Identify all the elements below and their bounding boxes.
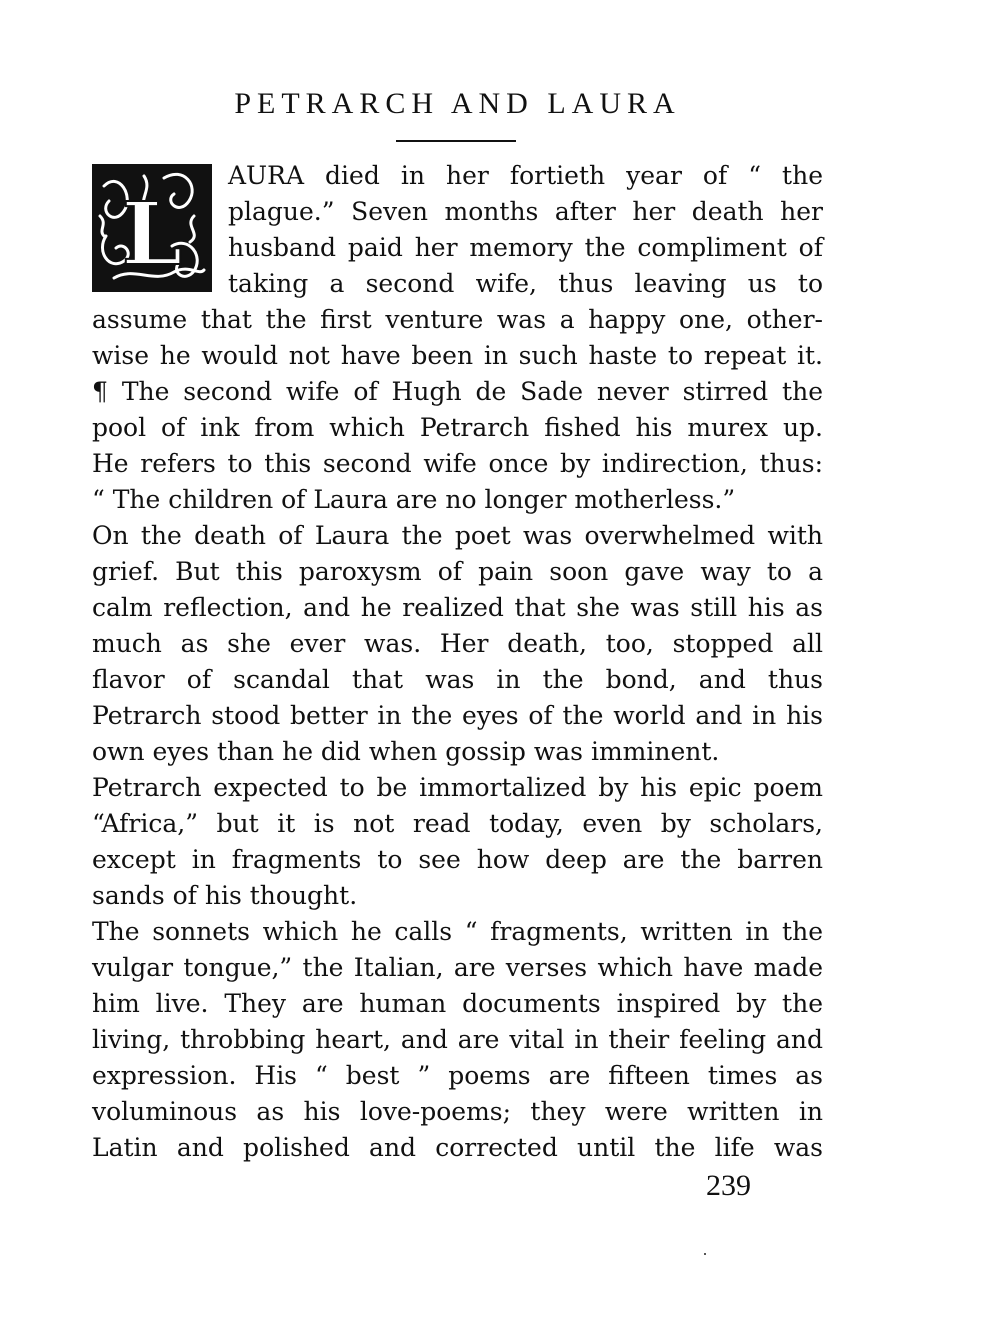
text-line: assume that the first venture was a happy one, other-: [92, 305, 823, 334]
text-line: living, throbbing heart, and are vital in their feeling and: [92, 1025, 823, 1054]
text-line: AURA died in her fortieth year of “ the: [228, 161, 823, 190]
running-head: PETRARCH AND LAURA: [234, 87, 681, 120]
text-line: Latin and polished and corrected until the life was: [92, 1133, 823, 1162]
text-line: “Africa,” but it is not read today, even by scholars,: [92, 809, 823, 838]
text-line: Petrarch expected to be immortalized by his epic poem: [92, 773, 823, 802]
text-line: taking a second wife, thus leaving us to: [228, 269, 823, 298]
text-line: him live. They are human documents inspired by the: [92, 989, 823, 1018]
print-speck: [704, 1253, 706, 1255]
text-line: Petrarch stood better in the eyes of the world and in his: [92, 701, 823, 730]
text-line: expression. His “ best ” poems are fifteen times as: [92, 1061, 823, 1090]
text-line: ¶ The second wife of Hugh de Sade never stirred the: [92, 377, 823, 406]
text-line: voluminous as his love-poems; they were written in: [92, 1097, 823, 1126]
text-line: much as she ever was. Her death, too, stopped all: [92, 629, 823, 658]
header-rule: [396, 140, 516, 142]
text-line: He refers to this second wife once by indirection, thus:: [92, 449, 823, 478]
text-line: grief. But this paroxysm of pain soon gave way to a: [92, 557, 823, 586]
text-line: sands of his thought.: [92, 881, 358, 910]
text-line: except in fragments to see how deep are the barren: [92, 845, 823, 874]
text-line: “ The children of Laura are no longer motherless.”: [92, 485, 736, 514]
text-line: wise he would not have been in such haste to repeat it.: [92, 341, 823, 370]
book-page: [92, 0, 823, 1323]
text-line: flavor of scandal that was in the bond, and thus: [92, 665, 823, 694]
text-line: calm reflection, and he realized that she was still his as: [92, 593, 823, 622]
ornamental-initial-l-icon: [94, 166, 210, 290]
text-line: vulgar tongue,” the Italian, are verses which have made: [92, 953, 823, 982]
text-line: On the death of Laura the poet was overwhelmed with: [92, 521, 823, 550]
dropcap-letter: L: [121, 184, 183, 285]
text-line: own eyes than he did when gossip was imminent.: [92, 737, 720, 766]
text-line: plague.” Seven months after her death her: [228, 197, 823, 226]
page-number: 239: [706, 1169, 751, 1202]
text-line: husband paid her memory the compliment of: [228, 233, 823, 262]
text-line: The sonnets which he calls “ fragments, written in the: [92, 917, 823, 946]
text-line: pool of ink from which Petrarch fished his murex up.: [92, 413, 823, 442]
ornamental-initial-l: [92, 164, 212, 292]
